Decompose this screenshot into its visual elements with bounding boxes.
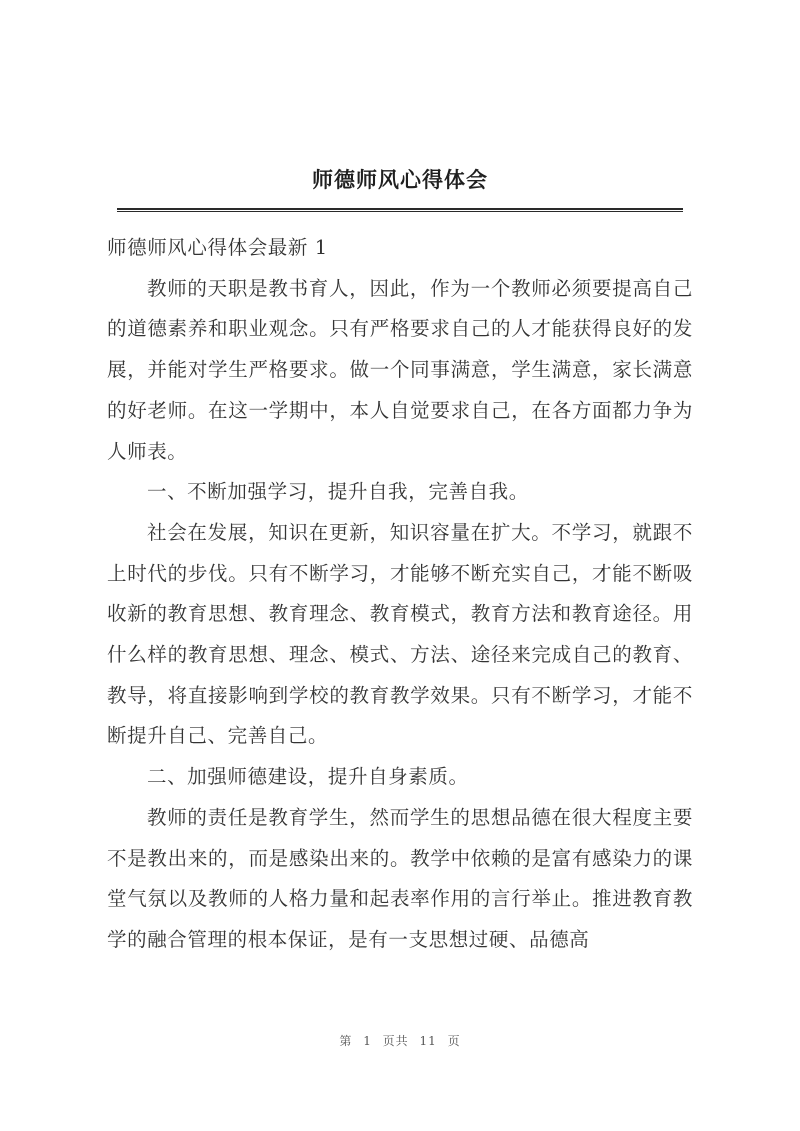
paragraph-ethics: 教师的责任是教育学生，然而学生的思想品德在很大程度主要不是教出来的，而是感染出来的。教学中依赖的是富有感染力的课堂气氛以及教师的人格力量和起表率作用的言行举止。推进教育教学的融合管理的根本保证，是有一支思想过硬、品德高 <box>107 805 693 951</box>
title-divider <box>117 208 683 212</box>
page-title: 师德师风心得体会 <box>312 168 488 192</box>
page-footer: 第 1 页共 11 页 <box>339 1034 461 1048</box>
paragraph-intro: 教师的天职是教书育人，因此，作为一个教师必须要提高自己的道德素养和职业观念。只有严格要求自己的人才能获得良好的发展，并能对学生严格要求。做一个同事满意，学生满意，家长满意的好老师。在这一学期中，本人自觉要求自己，在各方面都力争为人师表。 <box>107 276 693 463</box>
document-body <box>107 228 693 961</box>
section-subtitle: 师德师风心得体会最新 1 <box>107 236 328 259</box>
paragraph-learning: 社会在发展，知识在更新，知识容量在扩大。不学习，就跟不上时代的步伐。只有不断学习，才能够不断充实自己，才能不断吸收新的教育思想、教育理念、教育模式，教育方法和教育途径。用什么样的教育思想、理念、模式、方法、途径来完成自己的教育、教导，将直接影响到学校的教育教学效果。只有不断学习，才能不断提升自己、完善自己。 <box>107 520 693 748</box>
section-heading-1: 一、不断加强学习，提升自我，完善自我。 <box>146 480 529 504</box>
section-heading-2: 二、加强师德建设，提升自身素质。 <box>146 765 469 789</box>
